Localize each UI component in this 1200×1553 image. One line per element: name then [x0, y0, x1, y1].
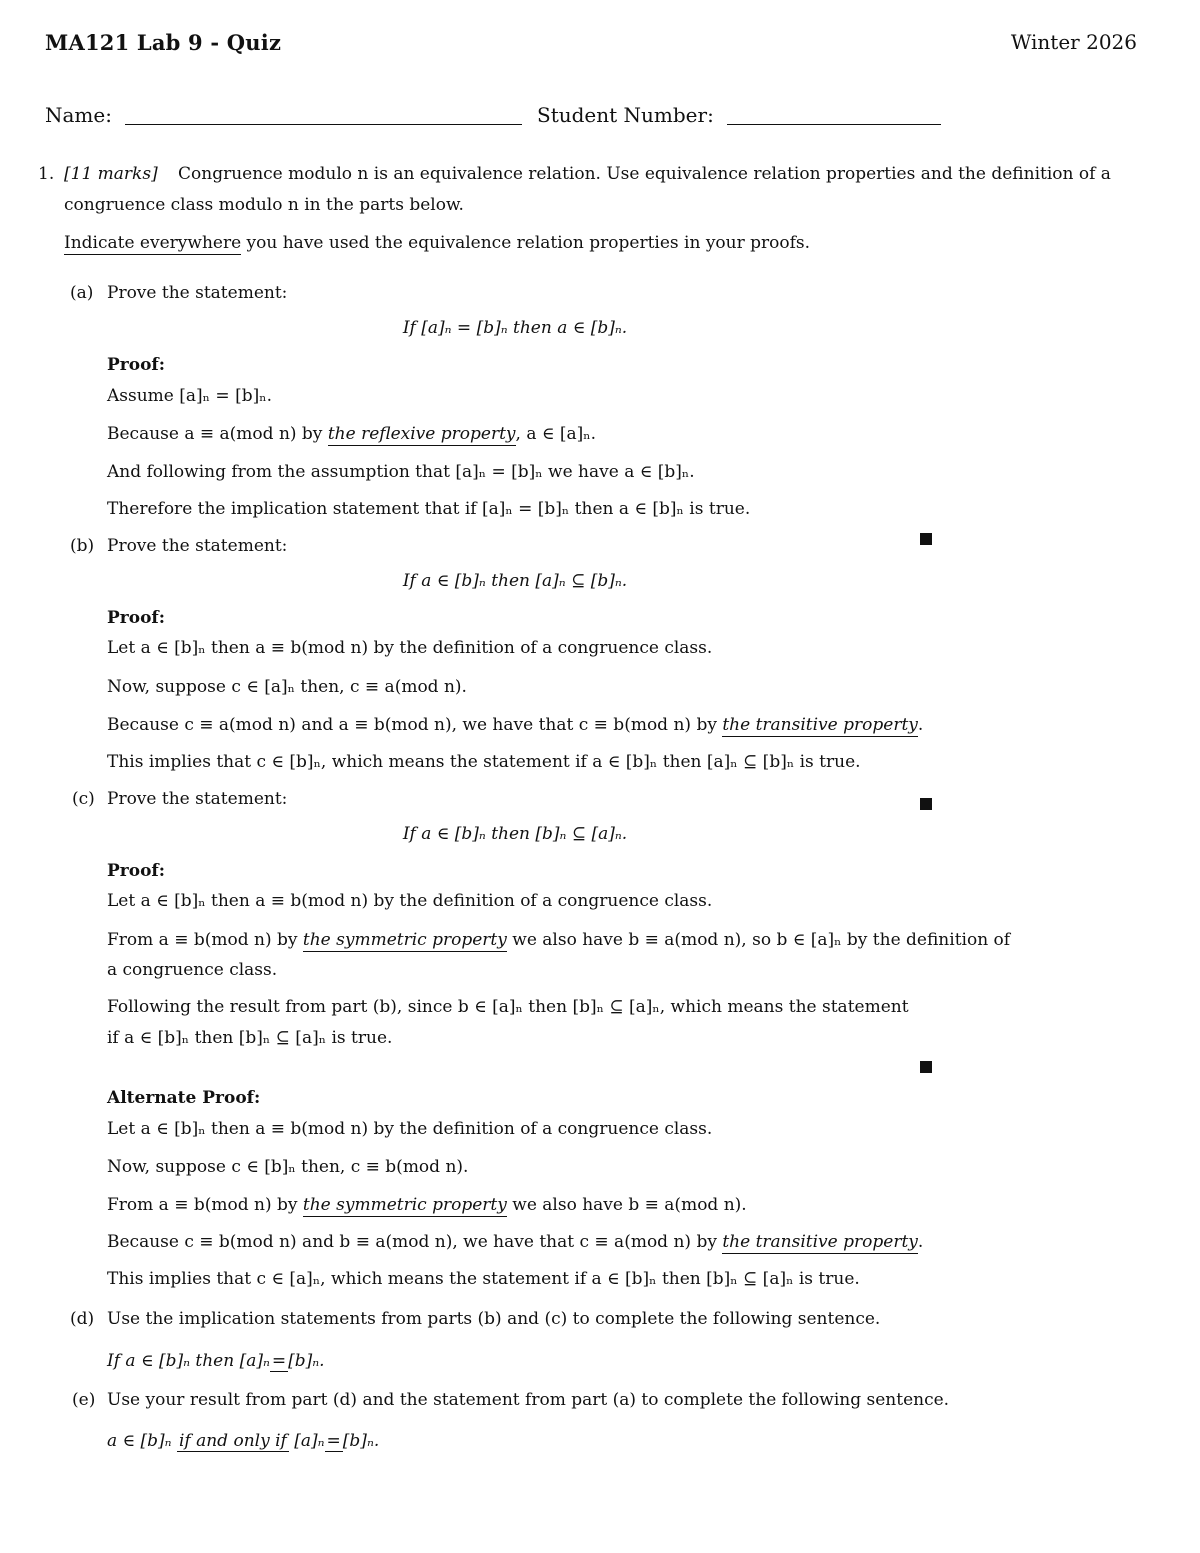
part-c-alt-answer-transitive[interactable]: the transitive property	[722, 1232, 918, 1252]
part-c-line2-pre: From a ≡ b(mod n) by	[107, 930, 303, 950]
part-a-proof-heading: Proof:	[107, 355, 166, 375]
part-d-answer-equals[interactable]: =	[271, 1351, 287, 1371]
part-c-alt-line2: Now, suppose c ∈ [b]ₙ then, c ≡ b(mod n).	[107, 1157, 469, 1177]
student-number-label: Student Number:	[537, 103, 714, 127]
page-title: MA121 Lab 9 - Quiz	[45, 30, 282, 55]
question-number: 1.	[38, 164, 55, 184]
part-c-line2	[107, 930, 1010, 950]
part-c-statement: If a ∈ [b]ₙ then [b]ₙ ⊆ [a]ₙ.	[402, 824, 628, 844]
qed-square-a	[920, 533, 932, 545]
part-b-statement: If a ∈ [b]ₙ then [a]ₙ ⊆ [b]ₙ.	[402, 571, 628, 591]
part-d-prompt: Use the implication statements from parts (b) and (c) to complete the following sentence.	[107, 1309, 881, 1329]
part-d-post: [b]ₙ.	[288, 1351, 325, 1371]
question-intro-line1: Congruence modulo n is an equivalence relation. Use equivalence relation properties and the definition of a	[178, 164, 1111, 184]
question-intro-line2: congruence class modulo n in the parts below.	[64, 195, 464, 215]
part-b-line1: Let a ∈ [b]ₙ then a ≡ b(mod n) by the definition of a congruence class.	[107, 638, 713, 658]
part-b-line4: This implies that c ∈ [b]ₙ, which means the statement if a ∈ [b]ₙ then [a]ₙ ⊆ [b]ₙ is true.	[107, 752, 861, 772]
part-c-line3-cont: if a ∈ [b]ₙ then [b]ₙ ⊆ [a]ₙ is true.	[107, 1028, 393, 1048]
part-a-label: (a)	[70, 283, 94, 303]
qed-square-c	[920, 1061, 932, 1073]
part-a-statement: If [a]ₙ = [b]ₙ then a ∈ [b]ₙ.	[402, 318, 628, 338]
part-a-line4: Therefore the implication statement that if [a]ₙ = [b]ₙ then a ∈ [b]ₙ is true.	[107, 499, 751, 519]
name-field[interactable]	[125, 124, 522, 125]
part-a-line2	[107, 424, 596, 444]
part-b-line3	[107, 715, 923, 735]
part-c-answer-symmetric[interactable]: the symmetric property	[302, 930, 507, 950]
part-c-line2-post: we also have b ≡ a(mod n), so b ∈ [a]ₙ by the definition of	[506, 930, 1011, 950]
part-c-alt-line3-post: we also have b ≡ a(mod n).	[506, 1195, 747, 1215]
part-e-pre: a ∈ [b]ₙ	[107, 1431, 177, 1451]
part-a-answer-reflexive[interactable]: the reflexive property	[327, 424, 516, 444]
part-a-line3: And following from the assumption that [a]ₙ = [b]ₙ we have a ∈ [b]ₙ.	[107, 462, 695, 482]
part-d-sentence	[107, 1351, 325, 1372]
part-d-label: (d)	[70, 1309, 95, 1329]
part-b-answer-transitive[interactable]: the transitive property	[722, 715, 918, 735]
part-c-line3: Following the result from part (b), since b ∈ [a]ₙ then [b]ₙ ⊆ [a]ₙ, which means the statement	[107, 997, 909, 1017]
part-c-alt-line3	[107, 1195, 747, 1215]
part-c-alt-line4-post: .	[917, 1232, 924, 1252]
instruction-emphasis: Indicate everywhere	[64, 233, 242, 253]
part-b-label: (b)	[70, 536, 95, 556]
part-b-line3-post: .	[917, 715, 924, 735]
part-c-alt-heading: Alternate Proof:	[107, 1088, 261, 1108]
part-e-mid: [a]ₙ	[288, 1431, 325, 1451]
term-label: Winter 2026	[1010, 30, 1137, 54]
part-c-alt-line3-pre: From a ≡ b(mod n) by	[107, 1195, 303, 1215]
part-c-alt-line4-pre: Because c ≡ b(mod n) and b ≡ a(mod n), we have that c ≡ a(mod n) by	[107, 1232, 723, 1252]
part-b-line3-pre: Because c ≡ a(mod n) and a ≡ b(mod n), we have that c ≡ b(mod n) by	[107, 715, 723, 735]
part-a-line2-post: , a ∈ [a]ₙ.	[515, 424, 597, 444]
instruction-rest: you have used the equivalence relation properties in your proofs.	[241, 233, 811, 253]
part-c-alt-line4	[107, 1232, 923, 1252]
part-b-line2: Now, suppose c ∈ [a]ₙ then, c ≡ a(mod n).	[107, 677, 467, 697]
qed-square-b	[920, 798, 932, 810]
part-e-label: (e)	[72, 1390, 96, 1410]
part-e-post: [b]ₙ.	[342, 1431, 380, 1451]
part-c-alt-answer-symmetric[interactable]: the symmetric property	[302, 1195, 507, 1215]
part-a-line2-pre: Because a ≡ a(mod n) by	[107, 424, 328, 444]
part-e-prompt: Use your result from part (d) and the statement from part (a) to complete the following sentence.	[107, 1390, 950, 1410]
question-instruction	[64, 233, 810, 253]
part-c-label: (c)	[72, 789, 95, 809]
part-c-alt-line1: Let a ∈ [b]ₙ then a ≡ b(mod n) by the definition of a congruence class.	[107, 1119, 713, 1139]
part-e-answer-equals[interactable]: =	[326, 1431, 341, 1451]
part-c-line1: Let a ∈ [b]ₙ then a ≡ b(mod n) by the definition of a congruence class.	[107, 891, 713, 911]
question-marks: [11 marks]	[64, 164, 158, 184]
part-a-line1: Assume [a]ₙ = [b]ₙ.	[107, 386, 272, 406]
student-number-field[interactable]	[727, 124, 941, 125]
part-b-proof-heading: Proof:	[107, 608, 166, 628]
part-e-sentence	[107, 1431, 379, 1452]
part-c-line2-cont: a congruence class.	[107, 960, 278, 980]
part-d-pre: If a ∈ [b]ₙ then [a]ₙ	[107, 1351, 270, 1371]
part-a-prompt: Prove the statement:	[107, 283, 288, 303]
part-c-proof-heading: Proof:	[107, 861, 166, 881]
part-e-answer-iff[interactable]: if and only if	[178, 1431, 287, 1451]
part-b-prompt: Prove the statement:	[107, 536, 288, 556]
part-c-prompt: Prove the statement:	[107, 789, 288, 809]
part-c-alt-line5: This implies that c ∈ [a]ₙ, which means the statement if a ∈ [b]ₙ then [b]ₙ ⊆ [a]ₙ is true.	[107, 1269, 860, 1289]
name-label: Name:	[45, 103, 112, 127]
